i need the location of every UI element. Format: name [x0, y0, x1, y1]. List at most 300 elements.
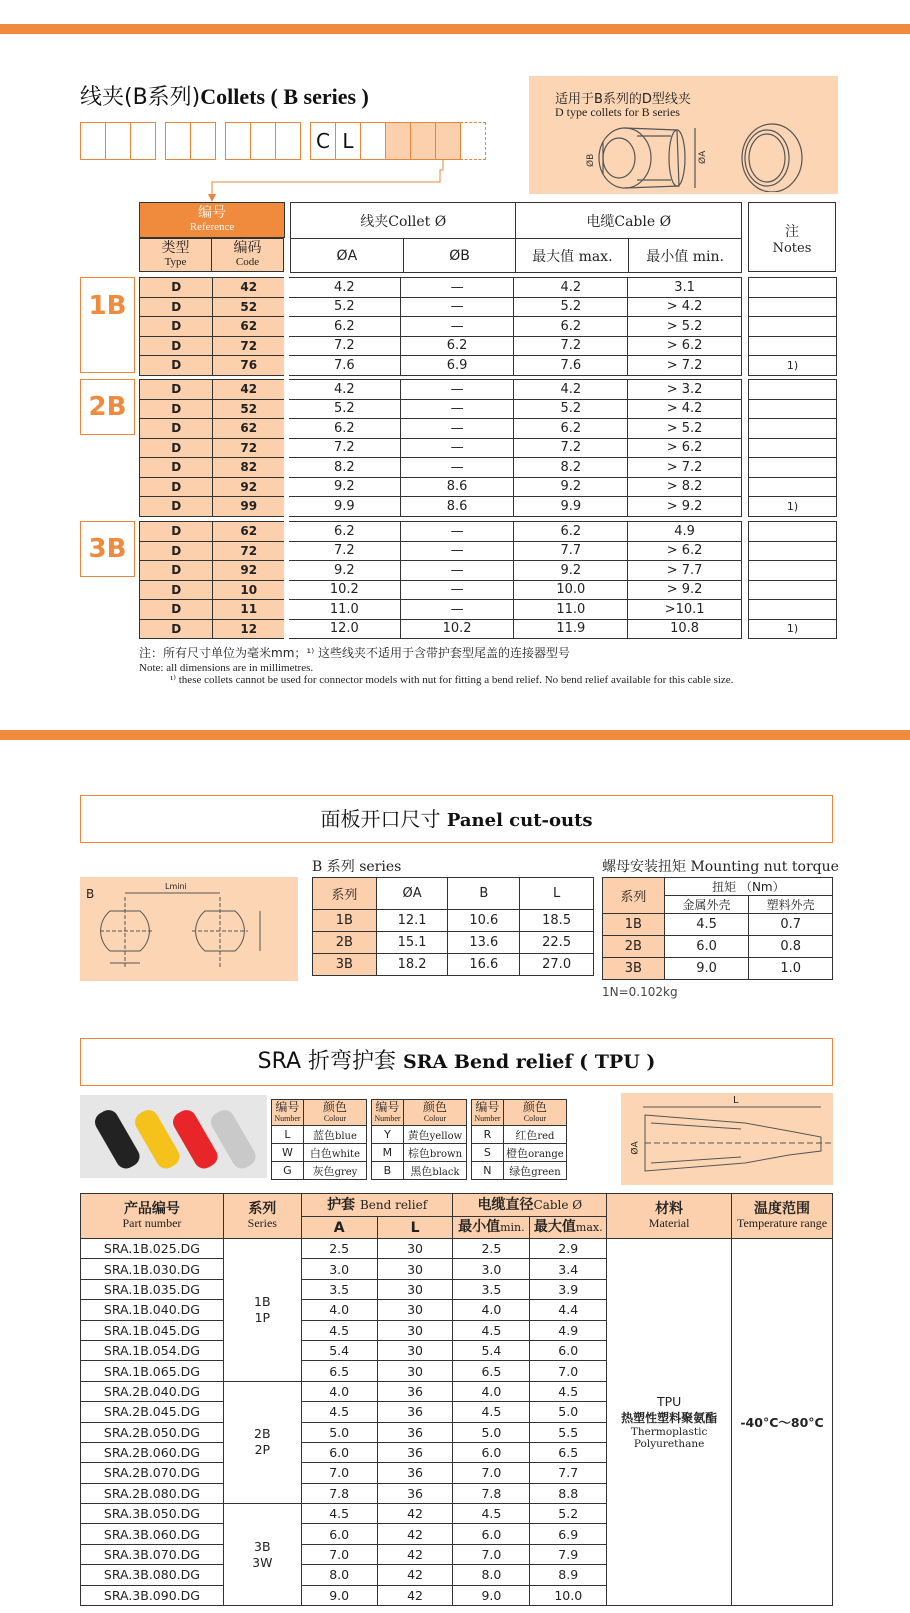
- cell-a: 9.2: [286, 561, 400, 581]
- cell-type: D: [140, 380, 213, 400]
- cell-code: 52: [213, 399, 286, 419]
- cell: SRA.2B.070.DG: [81, 1463, 224, 1483]
- note-cell: [749, 278, 837, 298]
- cell-b: 6.9: [400, 356, 514, 376]
- cell: 42: [377, 1585, 453, 1605]
- dim-b-label: ØB: [586, 153, 596, 167]
- cell: 7.8: [453, 1483, 530, 1503]
- cell-code: 72: [213, 438, 286, 458]
- cell: 7.7: [530, 1463, 607, 1483]
- cell: SRA.1B.065.DG: [81, 1361, 224, 1381]
- colour-table-1: 编号 Number 颜色 Colour L 蓝色blue W 白色white G 灰色grey: [271, 1099, 367, 1180]
- note-cell: [749, 580, 837, 600]
- cell-a: 9.9: [286, 497, 400, 517]
- cell-type: D: [140, 399, 213, 419]
- info-cn: 适用于B系列的D型线夹: [555, 92, 691, 107]
- cell-max: 10.0: [514, 580, 628, 600]
- cell-max: 11.0: [514, 600, 628, 620]
- note-cell: [749, 399, 837, 419]
- cell-type: D: [140, 458, 213, 478]
- cell-max: 7.2: [514, 336, 628, 356]
- cell: SRA.1B.045.DG: [81, 1320, 224, 1340]
- cell: 30: [377, 1279, 453, 1299]
- material-cell: TPU 热塑性塑料聚氨酯 Thermoplastic Polyurethane: [607, 1239, 732, 1606]
- cell-code: 11: [213, 600, 286, 620]
- cell: 6.9: [530, 1524, 607, 1544]
- cell: 5.0: [530, 1402, 607, 1422]
- cell-code: 62: [213, 419, 286, 439]
- cell: SRA.3B.080.DG: [81, 1565, 224, 1585]
- cell-a: 7.2: [286, 336, 400, 356]
- cell: 4.5: [301, 1320, 377, 1340]
- cell-code: 82: [213, 458, 286, 478]
- table-row: [603, 958, 833, 980]
- notes-header: 注 Notes: [748, 202, 836, 272]
- note-cell: [749, 541, 837, 561]
- cell-a: 5.2: [286, 399, 400, 419]
- cell-code: 42: [213, 380, 286, 400]
- cell-min: > 4.2: [628, 297, 742, 317]
- temperature-cell: -40°C～80°C: [732, 1239, 833, 1606]
- cell-a: 9.2: [286, 477, 400, 497]
- cell-max: 6.2: [514, 419, 628, 439]
- series-cell: 2B 2P: [223, 1381, 301, 1503]
- cell: 3B: [313, 954, 377, 976]
- cell-type: D: [140, 477, 213, 497]
- cell: 0.8: [749, 936, 833, 958]
- group-label-2b: 2B: [80, 379, 135, 435]
- cell-code: 62: [213, 317, 286, 337]
- cell: 30: [377, 1259, 453, 1279]
- cell: 4.9: [530, 1320, 607, 1340]
- cell: 4.5: [453, 1504, 530, 1524]
- cell: 5.4: [301, 1340, 377, 1360]
- cell-type: D: [140, 580, 213, 600]
- cell-b: —: [400, 317, 514, 337]
- colour-row: N 绿色green: [472, 1162, 567, 1180]
- cell: SRA.2B.060.DG: [81, 1442, 224, 1462]
- cell: 8.9: [530, 1565, 607, 1585]
- cell: 2.5: [301, 1239, 377, 1259]
- top-orange-bar: [0, 24, 910, 34]
- cell-max: 7.2: [514, 438, 628, 458]
- cell: 30: [377, 1300, 453, 1320]
- cell-min: > 9.2: [628, 580, 742, 600]
- table-row: [140, 477, 742, 497]
- cell-type: D: [140, 278, 213, 298]
- cell-code: 99: [213, 497, 286, 517]
- cell: 4.0: [453, 1300, 530, 1320]
- cell-type: D: [140, 438, 213, 458]
- cell: 12.1: [376, 910, 448, 932]
- table-row: [140, 399, 742, 419]
- cell: 10.0: [530, 1585, 607, 1605]
- cell-type: D: [140, 561, 213, 581]
- ordering-code-boxes: [80, 122, 486, 160]
- cell-min: > 7.2: [628, 458, 742, 478]
- cell-min: 10.8: [628, 619, 742, 639]
- cell-max: 7.6: [514, 356, 628, 376]
- cell: 6.0: [664, 936, 749, 958]
- cell-code: 52: [213, 297, 286, 317]
- cell-min: 4.9: [628, 522, 742, 542]
- cell-min: > 4.2: [628, 399, 742, 419]
- cell: 36: [377, 1381, 453, 1401]
- colour-row: M 棕色brown: [372, 1144, 467, 1162]
- note-cell: [749, 419, 837, 439]
- cell-type: D: [140, 317, 213, 337]
- cell: 36: [377, 1483, 453, 1503]
- cell-b: —: [400, 438, 514, 458]
- cell: 6.0: [301, 1524, 377, 1544]
- cell: 5.4: [453, 1340, 530, 1360]
- cell: 6.5: [453, 1361, 530, 1381]
- cell: 30: [377, 1361, 453, 1381]
- cell-b: —: [400, 458, 514, 478]
- cell-type: D: [140, 419, 213, 439]
- cell-b: 6.2: [400, 336, 514, 356]
- cell-max: 11.9: [514, 619, 628, 639]
- cell: 4.0: [453, 1381, 530, 1401]
- colour-row: G 灰色grey: [272, 1162, 367, 1180]
- cell: 4.5: [301, 1504, 377, 1524]
- bend-relief-drawing: L ØA: [621, 1093, 833, 1185]
- cell-min: > 3.2: [628, 380, 742, 400]
- cell-min: > 8.2: [628, 477, 742, 497]
- cell: SRA.2B.080.DG: [81, 1483, 224, 1503]
- cell: 5.0: [301, 1422, 377, 1442]
- cell-max: 9.2: [514, 477, 628, 497]
- cell-b: —: [400, 580, 514, 600]
- header-type: 类型 Type: [139, 238, 212, 272]
- cell: 42: [377, 1524, 453, 1544]
- cell-a: 7.2: [286, 438, 400, 458]
- table-row: [81, 1239, 833, 1259]
- cell-b: 8.6: [400, 477, 514, 497]
- code-letter-l: L: [335, 122, 361, 160]
- cell: 3.4: [530, 1259, 607, 1279]
- cell: 6.5: [301, 1361, 377, 1381]
- cell-code: 62: [213, 522, 286, 542]
- cell-type: D: [140, 541, 213, 561]
- cell: 3B: [603, 958, 665, 980]
- colour-row: W 白色white: [272, 1144, 367, 1162]
- cell: 9.0: [664, 958, 749, 980]
- cell-min: > 6.2: [628, 541, 742, 561]
- collet-group-table-3b: [139, 521, 742, 639]
- table-row: [140, 317, 742, 337]
- cell-b: —: [400, 380, 514, 400]
- cell: 2B: [313, 932, 377, 954]
- table-row: [140, 522, 742, 542]
- cell-min: > 5.2: [628, 419, 742, 439]
- colour-table-2: 编号 Number 颜色 Colour Y 黄色yellow M 棕色brown B 黑色black: [371, 1099, 467, 1180]
- cell-type: D: [140, 600, 213, 620]
- colour-row: R 红色red: [472, 1126, 567, 1144]
- note-cell: 1): [749, 619, 837, 639]
- sra-title: SRA 折弯护套 SRA Bend relief ( TPU ): [80, 1038, 833, 1086]
- cell-max: 9.2: [514, 561, 628, 581]
- cell: 18.2: [376, 954, 448, 976]
- cell: 36: [377, 1402, 453, 1422]
- cell-min: 3.1: [628, 278, 742, 298]
- cell-type: D: [140, 522, 213, 542]
- cell-b: —: [400, 561, 514, 581]
- cell-max: 7.7: [514, 541, 628, 561]
- torque-table: 系列 扭矩 （Nm） 金属外壳 塑料外壳 1B 4.5 0.7 2B 6.0 0.8 3B 9.0 1.0: [602, 877, 833, 980]
- cell: 36: [377, 1442, 453, 1462]
- table-row: [140, 561, 742, 581]
- cell-a: 6.2: [286, 317, 400, 337]
- cell-max: 6.2: [514, 317, 628, 337]
- torque-label: 螺母安装扭矩 Mounting nut torque: [602, 859, 839, 875]
- conversion-note: 1N=0.102kg: [602, 985, 678, 999]
- cell: 16.6: [448, 954, 520, 976]
- cell: 4.0: [301, 1381, 377, 1401]
- cell: 18.5: [520, 910, 594, 932]
- table-row: [313, 910, 594, 932]
- cell: 27.0: [520, 954, 594, 976]
- table-row: [140, 438, 742, 458]
- cell: SRA.1B.030.DG: [81, 1259, 224, 1279]
- colour-row: L 蓝色blue: [272, 1126, 367, 1144]
- series-cell: 1B 1P: [223, 1239, 301, 1382]
- footnote-1: ¹⁾ these collets cannot be used for connector models with nut for fitting a bend relief. No bend relief available for this cable size.: [170, 674, 734, 686]
- cell: 8.8: [530, 1483, 607, 1503]
- cell: 5.5: [530, 1422, 607, 1442]
- cell-type: D: [140, 619, 213, 639]
- cell-max: 4.2: [514, 278, 628, 298]
- cell-b: 8.6: [400, 497, 514, 517]
- cell-b: —: [400, 522, 514, 542]
- cell-min: > 7.7: [628, 561, 742, 581]
- table-row: [140, 380, 742, 400]
- code-pointer-arrow: [200, 160, 460, 204]
- cell-b: 10.2: [400, 619, 514, 639]
- note-cell: [749, 600, 837, 620]
- cell: 8.0: [453, 1565, 530, 1585]
- colour-row: Y 黄色yellow: [372, 1126, 467, 1144]
- cell: SRA.3B.060.DG: [81, 1524, 224, 1544]
- cell: 36: [377, 1463, 453, 1483]
- cell: 4.5: [453, 1320, 530, 1340]
- notes-column: [748, 521, 837, 639]
- cell: 1B: [603, 914, 665, 936]
- cell-b: —: [400, 600, 514, 620]
- note-cell: [749, 561, 837, 581]
- dim-a-label: ØA: [698, 150, 708, 164]
- cell: 7.0: [453, 1463, 530, 1483]
- cell-max: 4.2: [514, 380, 628, 400]
- cell: 4.0: [301, 1300, 377, 1320]
- notes-column: [748, 379, 837, 517]
- cell: 4.5: [530, 1381, 607, 1401]
- table-row: [313, 954, 594, 976]
- cell: 30: [377, 1239, 453, 1259]
- cell-max: 5.2: [514, 297, 628, 317]
- bend-relief-photo: [80, 1095, 267, 1178]
- table-row: [603, 936, 833, 958]
- note-cell: [749, 477, 837, 497]
- colour-table-3: 编号 Number 颜色 Colour R 红色red S 橙色orange N 绿色green: [471, 1099, 567, 1180]
- cell: SRA.1B.025.DG: [81, 1239, 224, 1259]
- cell: SRA.3B.070.DG: [81, 1544, 224, 1564]
- cell: 2B: [603, 936, 665, 958]
- cell-type: D: [140, 356, 213, 376]
- group-label-3b: 3B: [80, 521, 135, 577]
- cell: 30: [377, 1340, 453, 1360]
- cell-a: 5.2: [286, 297, 400, 317]
- cell-a: 4.2: [286, 380, 400, 400]
- cell-max: 9.9: [514, 497, 628, 517]
- cell-a: 11.0: [286, 600, 400, 620]
- note-cell: [749, 380, 837, 400]
- cell: 1B: [313, 910, 377, 932]
- cell: 7.8: [301, 1483, 377, 1503]
- table-row: [140, 600, 742, 620]
- table-row: [140, 497, 742, 517]
- collet-group-table-1b: [139, 277, 742, 376]
- cell-min: > 5.2: [628, 317, 742, 337]
- cell: 3.0: [301, 1259, 377, 1279]
- cell: 9.0: [453, 1585, 530, 1605]
- series-label: B 系列 series: [312, 859, 402, 875]
- cell-type: D: [140, 497, 213, 517]
- cell: SRA.1B.054.DG: [81, 1340, 224, 1360]
- cell-b: —: [400, 278, 514, 298]
- cell: SRA.2B.040.DG: [81, 1381, 224, 1401]
- panel-title: 面板开口尺寸 Panel cut-outs: [80, 795, 833, 843]
- cell: 5.0: [453, 1422, 530, 1442]
- collet-group-table-2b: [139, 379, 742, 517]
- cell: 30: [377, 1320, 453, 1340]
- cell: 9.0: [301, 1585, 377, 1605]
- cell-code: 72: [213, 336, 286, 356]
- info-en: D type collets for B series: [555, 105, 680, 119]
- cell: 8.0: [301, 1565, 377, 1585]
- cell-type: D: [140, 297, 213, 317]
- cell: 3.9: [530, 1279, 607, 1299]
- cell: 7.9: [530, 1544, 607, 1564]
- cell: SRA.2B.050.DG: [81, 1422, 224, 1442]
- sra-parts-table: 产品编号 Part number 系列 Series 护套 Bend relief 电缆直径Cable Ø 材料 Material 温度范围 Temperature range A L 最小值min. 最大值max. SRA.1B.025.DG 1B 1P 2.5 30 2.5 2.9 TPU 热塑性塑料聚氨酯 Thermoplastic Polyurethane -40°C～80°C SRA.1B.030.DG 3.0 30 3.0 3.4 SRA.1B.035.DG 3.5 30 3.5 3.9 SRA.1B.040.DG 4.0 30 4.0 4.4 SRA.1B.045.DG 4.5 30 4.5 4.9 SRA.1B.054.DG 5.4 30 5.4 6.0 SRA.1B.065.DG 6.5 30 6.5 7.0 SRA.2B.040.DG 2B 2P 4.0 36 4.0 4.5 SRA.2B.045.DG 4.5 36 4.5 5.0 SRA.2B.050.DG 5.0 36 5.0 5.5 SRA.2B.060.DG 6.0 36 6.0 6.5 SRA.2B.070.DG 7.0 36 7.0 7.7 SRA.2B.080.DG 7.8 36 7.8 8.8 SRA.3B.050.DG 3B 3W 4.5 42 4.5 5.2 SRA.3B.060.DG 6.0 42 6.0 6.9 SRA.3B.070.DG 7.0 42 7.0 7.9 SRA.3B.080.DG 8.0 42 8.0 8.9 SRA.3B.090.DG 9.0 42 9.0 10.0: [80, 1193, 833, 1606]
- cell-a: 6.2: [286, 419, 400, 439]
- cell: 7.0: [301, 1544, 377, 1564]
- table-row: [140, 541, 742, 561]
- cell-b: —: [400, 541, 514, 561]
- cell-code: 92: [213, 477, 286, 497]
- panel-cutout-drawing: B Lmini: [80, 877, 298, 981]
- collets-title: 线夹(B系列)Collets ( B series ): [80, 84, 369, 110]
- cell: SRA.3B.090.DG: [81, 1585, 224, 1605]
- cell-min: > 9.2: [628, 497, 742, 517]
- cell: 6.0: [453, 1524, 530, 1544]
- cell: 4.5: [301, 1402, 377, 1422]
- table-row: [313, 932, 594, 954]
- table-row: [140, 580, 742, 600]
- cell: SRA.1B.040.DG: [81, 1300, 224, 1320]
- colour-row: B 黑色black: [372, 1162, 467, 1180]
- cell: 36: [377, 1422, 453, 1442]
- note-cell: [749, 317, 837, 337]
- table-row: [140, 297, 742, 317]
- cell: 4.5: [453, 1402, 530, 1422]
- cell: 4.5: [664, 914, 749, 936]
- table-row: [140, 356, 742, 376]
- cell-max: 5.2: [514, 399, 628, 419]
- table-row: [140, 419, 742, 439]
- cell: SRA.3B.050.DG: [81, 1504, 224, 1524]
- cell: SRA.2B.045.DG: [81, 1402, 224, 1422]
- collet-drawing: [567, 122, 827, 192]
- note-cell: [749, 438, 837, 458]
- cell-code: 42: [213, 278, 286, 298]
- cell-min: > 6.2: [628, 336, 742, 356]
- cell: 3.0: [453, 1259, 530, 1279]
- cell: 7.0: [301, 1463, 377, 1483]
- cell-type: D: [140, 336, 213, 356]
- note-cell: 1): [749, 356, 837, 376]
- colour-row: S 橙色orange: [472, 1144, 567, 1162]
- note-cell: [749, 458, 837, 478]
- cell: 6.0: [301, 1442, 377, 1462]
- header-code: 编码 Code: [211, 238, 284, 272]
- cell-code: 76: [213, 356, 286, 376]
- header-reference: 编号 Reference: [139, 202, 285, 238]
- table-row: [140, 619, 742, 639]
- notes-column: [748, 277, 837, 376]
- cell: 0.7: [749, 914, 833, 936]
- table-row: [140, 458, 742, 478]
- cell: 10.6: [448, 910, 520, 932]
- cell-b: —: [400, 399, 514, 419]
- series-cell: 3B 3W: [223, 1504, 301, 1606]
- cell-code: 12: [213, 619, 286, 639]
- note-cell: [749, 522, 837, 542]
- table-row: [140, 336, 742, 356]
- cell-code: 10: [213, 580, 286, 600]
- cell-a: 8.2: [286, 458, 400, 478]
- cell: 13.6: [448, 932, 520, 954]
- cell-a: 6.2: [286, 522, 400, 542]
- note-cell: [749, 336, 837, 356]
- cell: 42: [377, 1544, 453, 1564]
- cell-max: 8.2: [514, 458, 628, 478]
- cell: 2.5: [453, 1239, 530, 1259]
- cell: SRA.1B.035.DG: [81, 1279, 224, 1299]
- cell-code: 92: [213, 561, 286, 581]
- collet-cable-header: 线夹Collet Ø 电缆Cable Ø ØA ØB 最大值 max. 最小值 min.: [290, 202, 742, 273]
- cell: 3.5: [453, 1279, 530, 1299]
- cell-max: 6.2: [514, 522, 628, 542]
- cell: 7.0: [453, 1544, 530, 1564]
- group-label-1b: 1B: [80, 277, 135, 373]
- note-cell: 1): [749, 497, 837, 517]
- cell: 5.2: [530, 1504, 607, 1524]
- cell: 42: [377, 1565, 453, 1585]
- cell: 4.4: [530, 1300, 607, 1320]
- cell: 1.0: [749, 958, 833, 980]
- cell-a: 7.2: [286, 541, 400, 561]
- cell-a: 10.2: [286, 580, 400, 600]
- table-row: [603, 914, 833, 936]
- code-letter-c: C: [310, 122, 336, 160]
- cell-min: >10.1: [628, 600, 742, 620]
- note-cell: [749, 297, 837, 317]
- d-type-collet-info: [529, 76, 838, 194]
- cell: 22.5: [520, 932, 594, 954]
- cell: 6.0: [530, 1340, 607, 1360]
